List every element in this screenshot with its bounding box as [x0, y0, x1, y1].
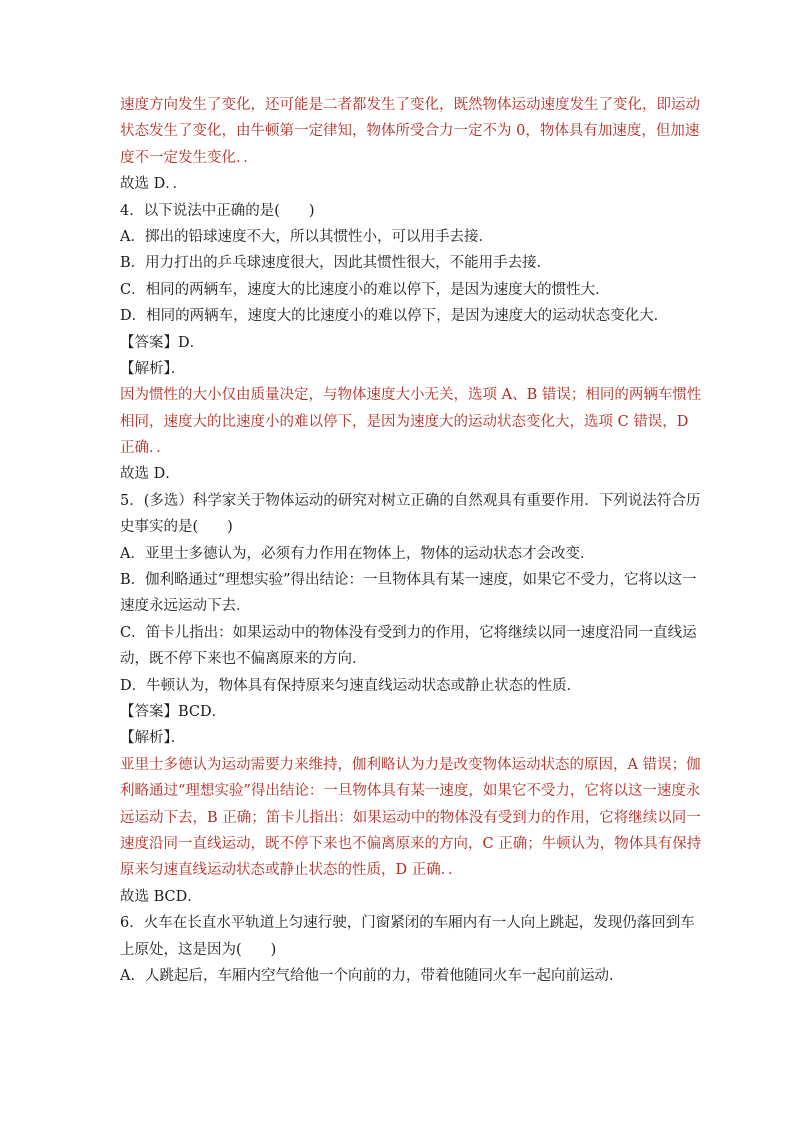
solution-text-line: 相同，速度大的比速度小的难以停下，是因为速度大的运动状态变化大，选项 C 错误，D	[120, 413, 689, 430]
option-c: C．笛卡儿指出：如果运动中的物体没有受到力的作用，它将继续以同一速度沿同一直线运	[120, 624, 697, 641]
analysis-label: 【解析】．	[120, 360, 186, 377]
solution-text-line: 正确．．	[120, 440, 171, 457]
solution-text-line: 原来匀速直线运动状态或静止状态的性质，D 正确．．	[120, 862, 463, 879]
solution-text-line: 远运动下去，B 正确；笛卡儿指出：如果运动中的物体没有受到力的作用，它将继续以同一	[120, 809, 701, 826]
option-c: C．相同的两辆车，速度大的比速度小的难以停下，是因为速度大的惯性大．	[120, 281, 610, 298]
document-page	[120, 92, 702, 989]
option-a: A．掷出的铅球速度不大，所以其惯性小，可以用手去接．	[120, 228, 493, 245]
answer-label: 【答案】D．	[120, 334, 205, 351]
solution-text-line: 速度方向发生了变化，还可能是二者都发生了变化，既然物体运动速度发生了变化，即运动	[120, 97, 700, 113]
option-b: 速度永远运动下去．	[120, 598, 251, 615]
question-stem: 史事实的是( )	[120, 519, 233, 536]
solution-text-line: 度不一定发生变化．．	[120, 149, 258, 166]
option-b: B．用力打出的乒乓球速度很大，因此其惯性很大，不能用手去接．	[120, 255, 552, 272]
answer-choice-line: 故选 D．	[120, 466, 180, 483]
option-a: A．人跳起后，车厢内空气给他一个向前的力，带着他随同火车一起向前运动．	[120, 967, 624, 984]
option-a: A．亚里士多德认为，必须有力作用在物体上，物体的运动状态才会改变．	[120, 545, 595, 562]
solution-text-line: 亚里士多德认为运动需要力来维持，伽利略认为力是改变物体运动状态的原因，A 错误；伽	[120, 756, 701, 773]
answer-label: 【答案】BCD．	[120, 703, 227, 720]
solution-text-line: 因为惯性的大小仅由质量决定，与物体速度大小无关，选项 A、B 错误；相同的两辆车惯性	[120, 387, 702, 404]
question-stem: 上原处，这是因为( )	[120, 941, 277, 958]
answer-choice-line: 故选 BCD．	[120, 888, 202, 905]
question-stem: 5．(多选）科学家关于物体运动的研究对树立正确的自然观具有重要作用．下列说法符合历	[120, 492, 701, 509]
solution-text-line: 利略通过“理想实验”得出结论：一旦物体具有某一速度，如果它不受力，它将以这一速度永	[120, 783, 701, 800]
option-d: D．相同的两辆车，速度大的比速度小的难以停下，是因为速度大的运动状态变化大．	[120, 308, 669, 325]
solution-text-line: 速度沿同一直线运动，既不停下来也不偏离原来的方向，C 正确；牛顿认为，物体具有保持	[120, 835, 702, 852]
option-b: B．伽利略通过“理想实验”得出结论：一旦物体具有某一速度，如果它不受力，它将以这一	[120, 572, 697, 589]
solution-text-line: 状态发生了变化，由牛顿第一定律知，物体所受合力一定不为 0，物体具有加速度，但加速	[120, 123, 700, 140]
answer-choice-line: 故选 D．．	[120, 176, 187, 193]
question-stem: 6．火车在长直水平轨道上匀速行驶，门窗紧闭的车厢内有一人向上跳起，发现仍落回到车	[120, 915, 695, 932]
analysis-label: 【解析】．	[120, 730, 186, 747]
option-d: D．牛顿认为，物体具有保持原来匀速直线运动状态或静止状态的性质．	[120, 677, 582, 694]
option-c: 动，既不停下来也不偏离原来的方向．	[120, 651, 367, 668]
question-stem: 4．以下说法中正确的是( )	[120, 202, 315, 219]
